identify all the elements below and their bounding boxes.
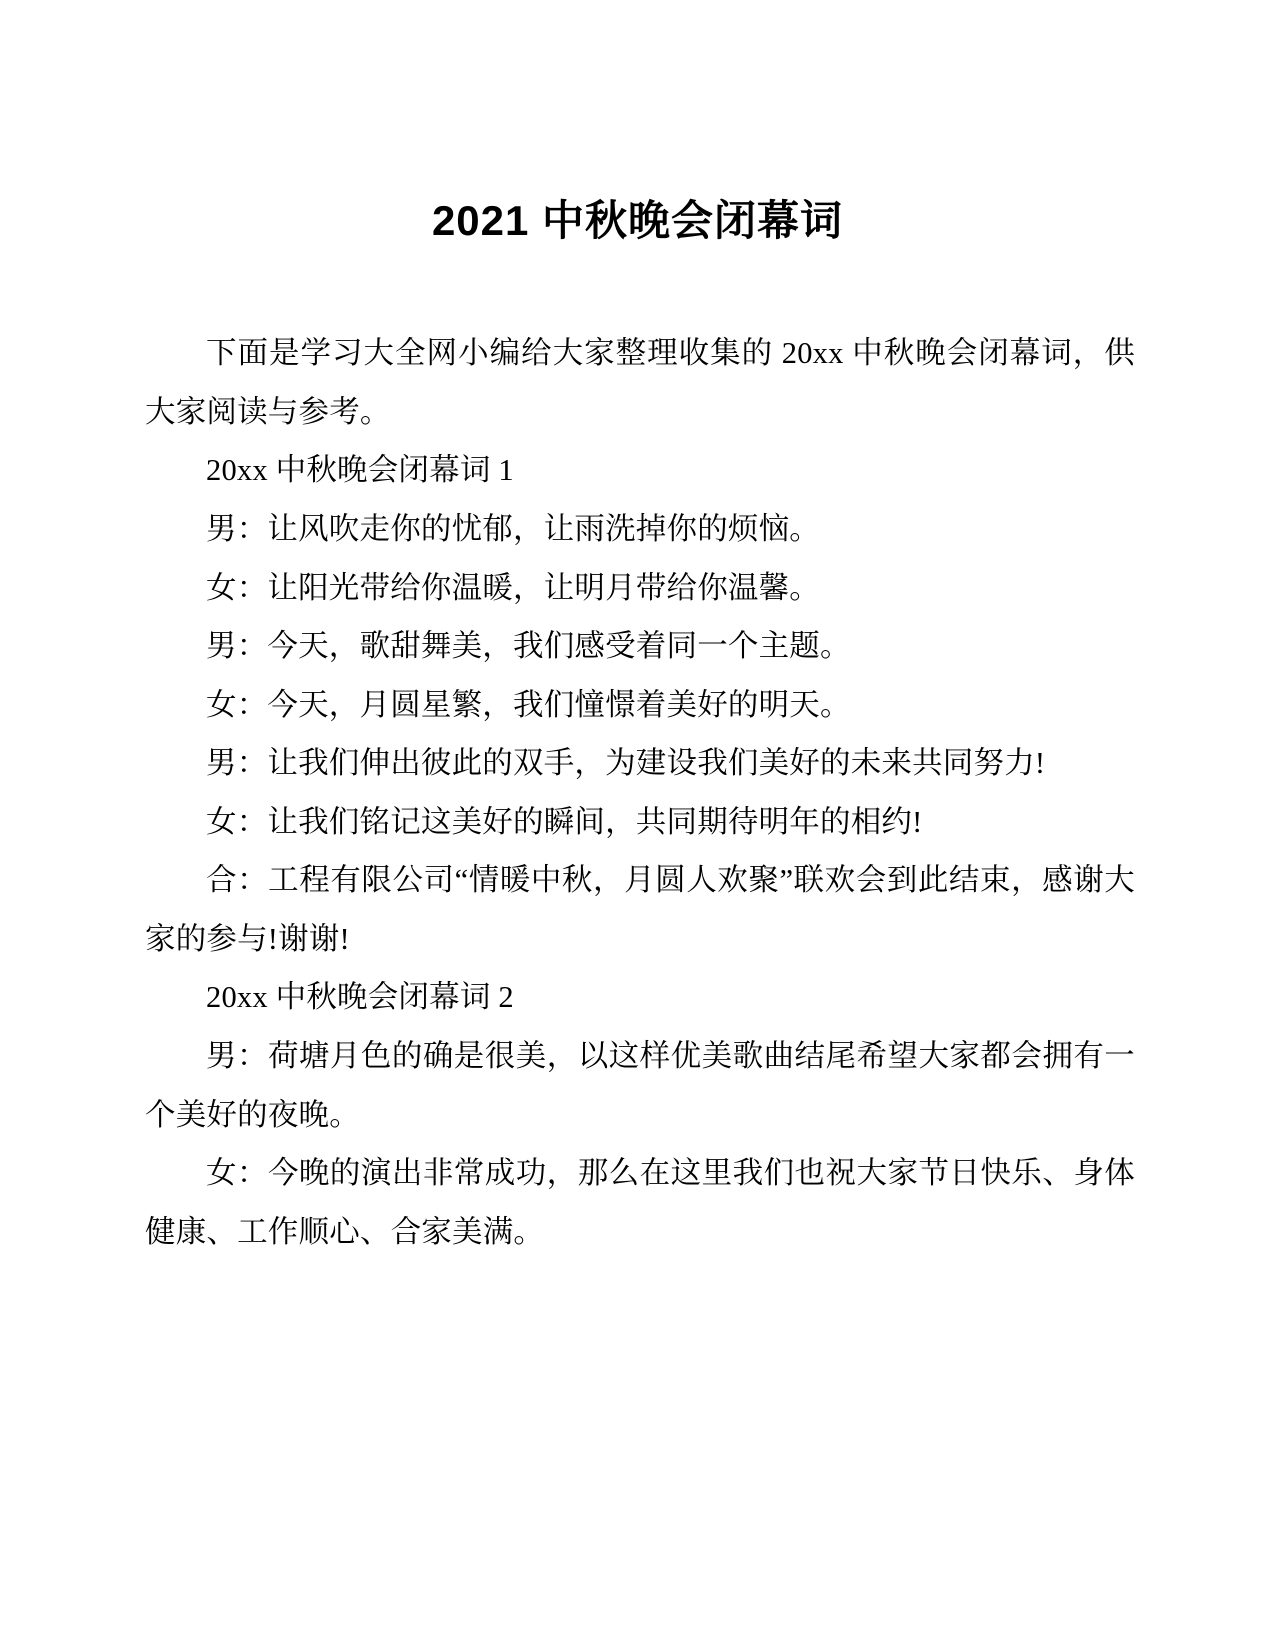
paragraph: 男：让我们伸出彼此的双手，为建设我们美好的未来共同努力! xyxy=(206,746,1046,781)
document-body xyxy=(0,324,1275,1261)
title-body-spacer xyxy=(0,246,1275,324)
paragraph: 男：让风吹走你的忧郁，让雨洗掉你的烦恼。 xyxy=(206,512,820,547)
paragraph: 女：让阳光带给你温暖，让明月带给你温馨。 xyxy=(206,570,820,605)
paragraph: 男：今天，歌甜舞美，我们感受着同一个主题。 xyxy=(206,629,851,664)
paragraph: 男：荷塘月色的确是很美，以这样优美歌曲结尾希望大家都会拥有一个美好的夜晚。 xyxy=(145,1038,1135,1132)
paragraph: 女：今天，月圆星繁，我们憧憬着美好的明天。 xyxy=(206,687,851,722)
paragraph: 下面是学习大全网小编给大家整理收集的 20xx 中秋晚会闭幕词，供大家阅读与参考。 xyxy=(145,336,1135,429)
paragraph: 女：让我们铭记这美好的瞬间，共同期待明年的相约! xyxy=(206,804,923,839)
page-title: 2021 中秋晚会闭幕词 xyxy=(431,197,844,244)
section-heading-2: 20xx 中秋晚会闭幕词 2 xyxy=(206,980,514,1015)
paragraph: 女：今晚的演出非常成功，那么在这里我们也祝大家节日快乐、身体健康、工作顺心、合家美满。 xyxy=(145,1156,1135,1249)
paragraph: 合：工程有限公司“情暖中秋，月圆人欢聚”联欢会到此结束，感谢大家的参与!谢谢! xyxy=(145,863,1135,956)
section-heading-1: 20xx 中秋晚会闭幕词 1 xyxy=(206,453,514,488)
